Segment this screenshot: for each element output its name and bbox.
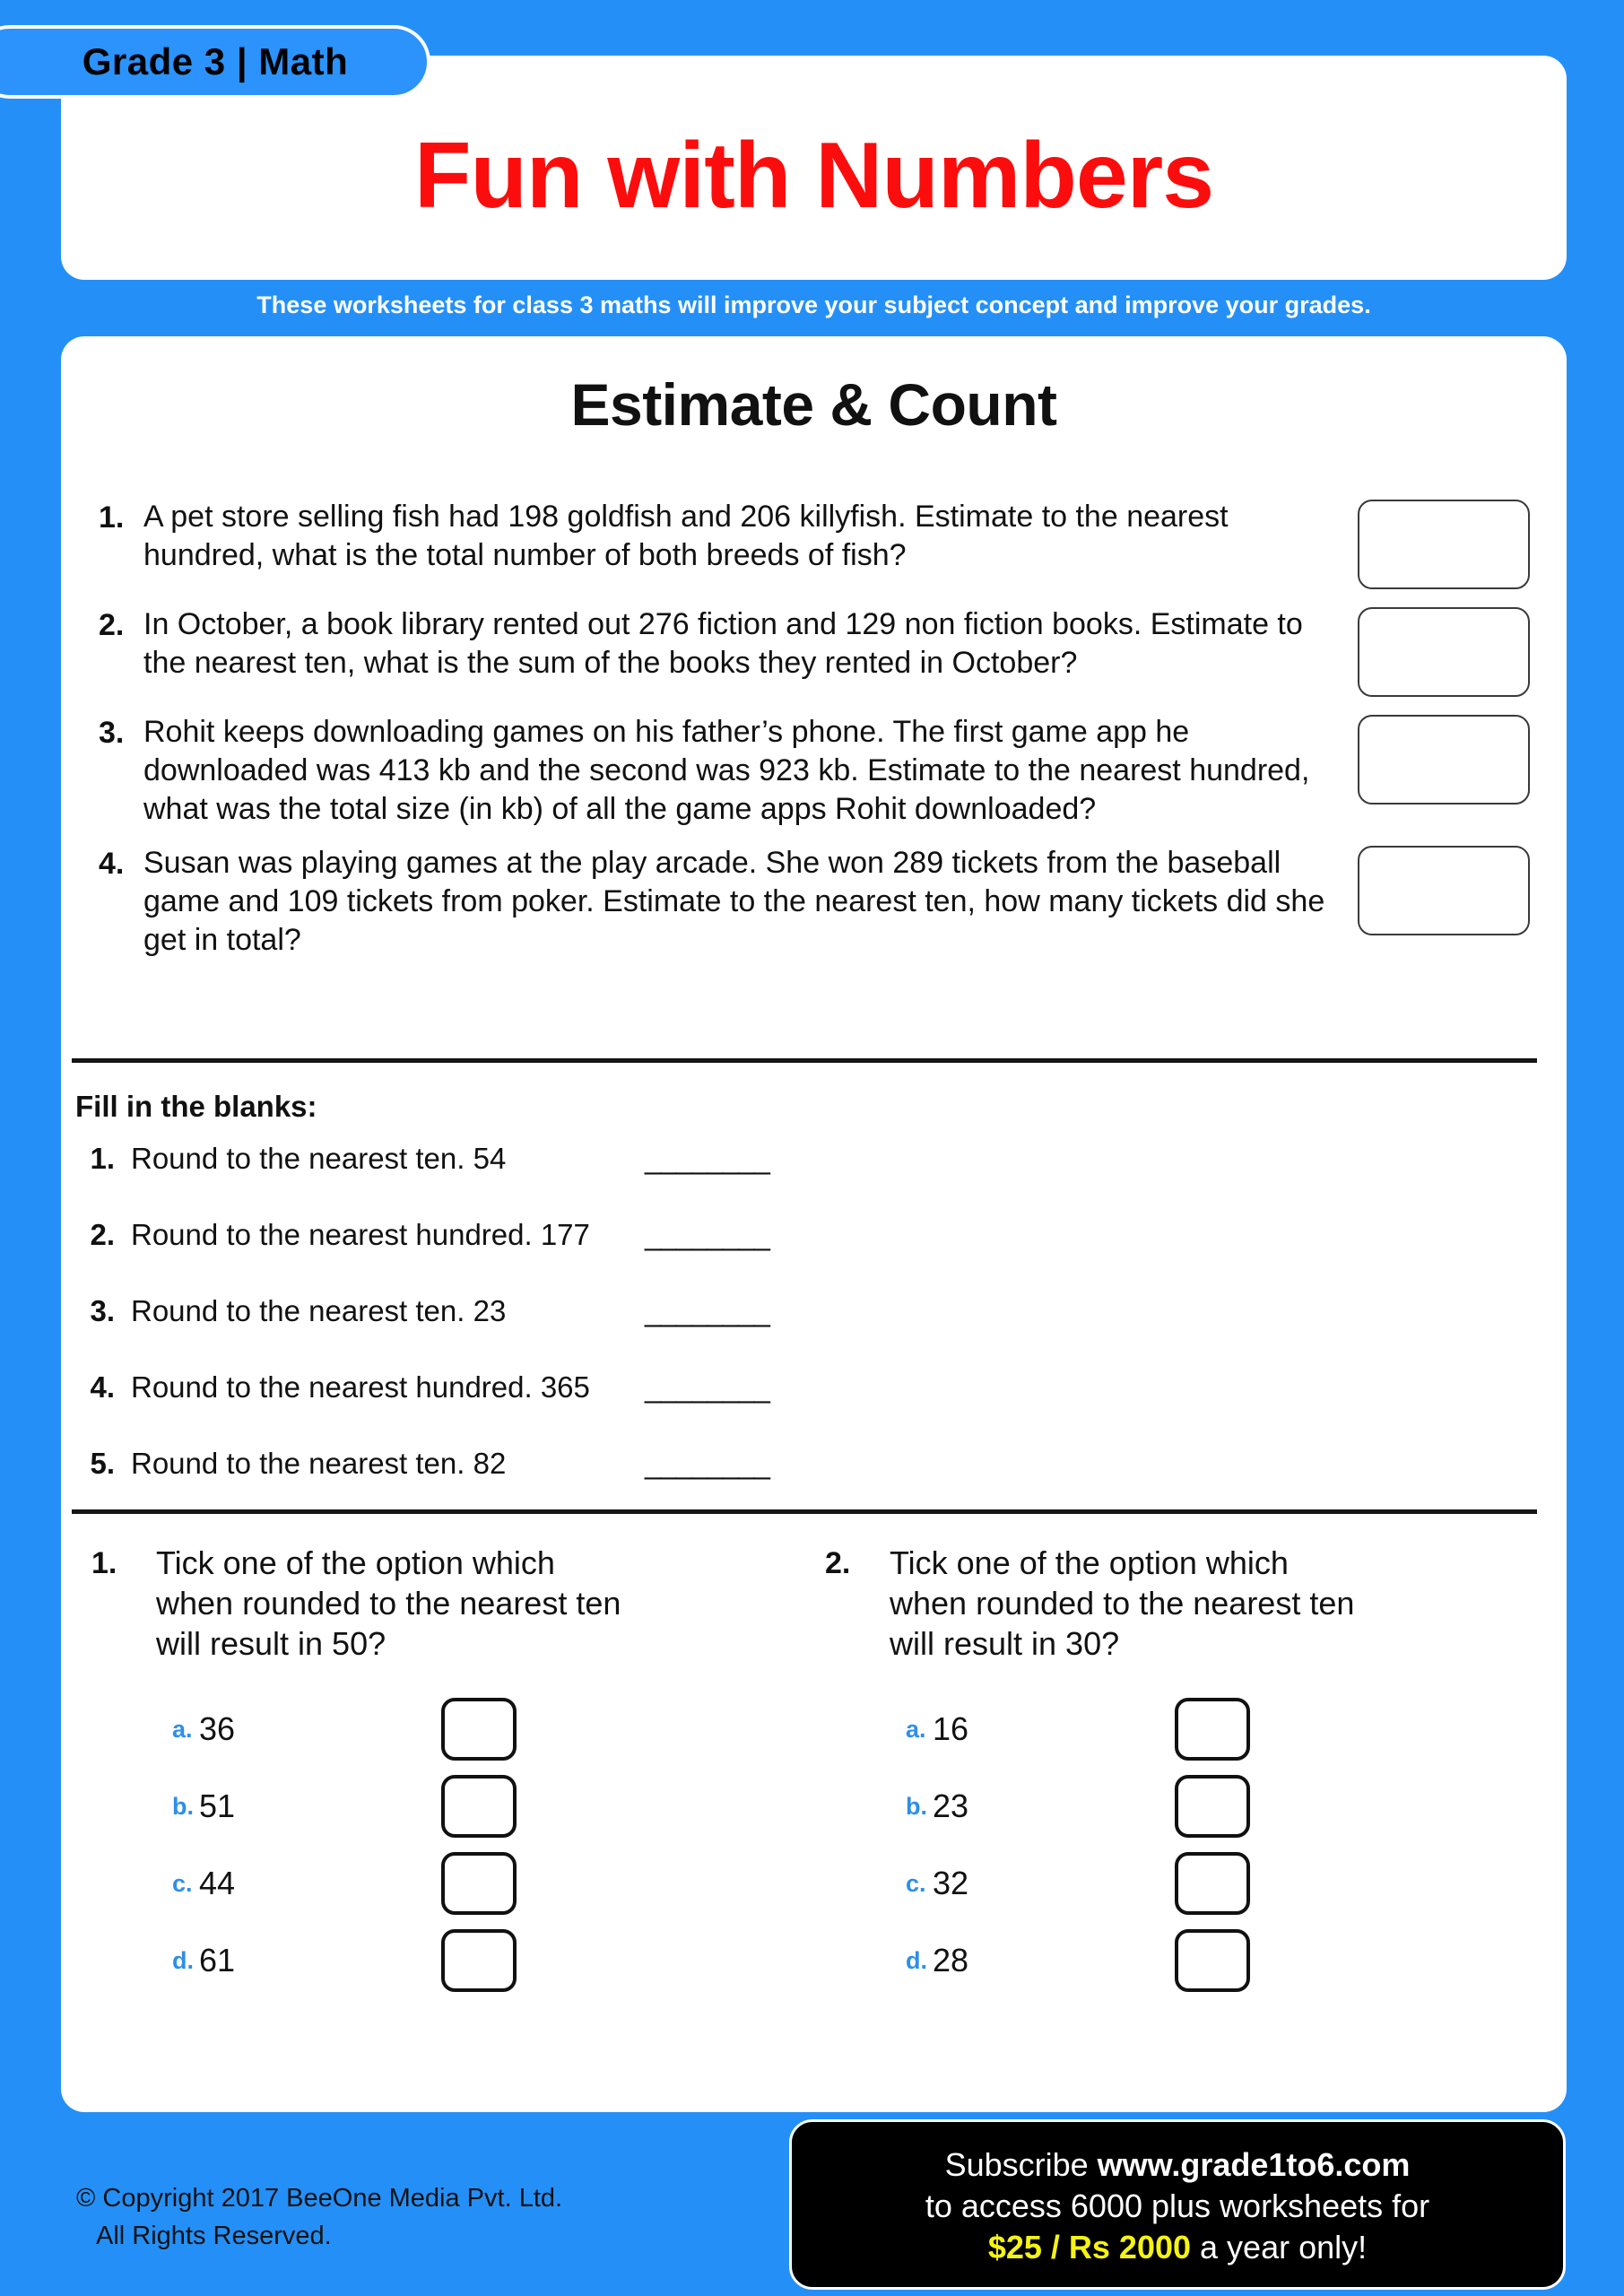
mcq-option-checkbox[interactable] bbox=[441, 1852, 517, 1915]
worksheet-sheet bbox=[61, 336, 1567, 2112]
word-problem-row bbox=[79, 605, 1550, 697]
mcq-option-value: 51 bbox=[199, 1787, 236, 1824]
mcq-option-value: 23 bbox=[933, 1787, 969, 1824]
multiple-choice-section bbox=[74, 1543, 1541, 1999]
subscribe-url[interactable]: www.grade1to6.com bbox=[1097, 2145, 1411, 2183]
mcq-option-value: 36 bbox=[199, 1710, 236, 1747]
subscribe-line-2: to access 6000 plus worksheets for bbox=[925, 2187, 1430, 2224]
mcq-option-value: 61 bbox=[199, 1942, 236, 1979]
mcq-number: 2. bbox=[825, 1546, 851, 1580]
mcq-option[interactable] bbox=[156, 1768, 807, 1845]
mcq-option[interactable] bbox=[156, 1845, 807, 1922]
mcq-number: 1. bbox=[91, 1546, 117, 1580]
word-problems-list bbox=[79, 498, 1550, 976]
word-problem-text: In October, a book library rented out 276 fiction and 129 non fiction books. Estimate to the nearest ten, what is the sum of the books they rented in October? bbox=[143, 607, 1303, 680]
copyright-notice bbox=[76, 2179, 562, 2255]
subscribe-line-3 bbox=[988, 2227, 1367, 2268]
mcq-option-letter: c. bbox=[172, 1869, 193, 1897]
section-divider bbox=[72, 1058, 1537, 1063]
mcq-option-letter: d. bbox=[172, 1946, 194, 1974]
fill-in-blank-text: Round to the nearest ten. 23 bbox=[131, 1294, 507, 1327]
fill-in-blank-row bbox=[75, 1294, 1510, 1370]
mcq-prompt: Tick one of the option which when rounded to the nearest ten will result in 30? bbox=[890, 1544, 1355, 1662]
fill-in-blank-answer[interactable]: ________ bbox=[645, 1370, 769, 1404]
copyright-line-1: © Copyright 2017 BeeOne Media Pvt. Ltd. bbox=[76, 2184, 563, 2213]
fill-in-blank-number: 2. bbox=[90, 1218, 115, 1251]
subtitle-band bbox=[61, 280, 1567, 330]
word-problem-row bbox=[79, 713, 1550, 828]
word-problem-answer-box[interactable] bbox=[1358, 846, 1530, 935]
mcq-options-list bbox=[890, 1691, 1541, 1999]
subtitle-text: These worksheets for class 3 maths will improve your subject concept and improve your grades. bbox=[256, 291, 1371, 318]
word-problem-text: Rohit keeps downloading games on his father’s phone. The first game app he downloaded was 413 kb and the second was 923 kb. Estimate to the nearest hundred, what was the total size (in kb) of all the game apps Rohit downloaded? bbox=[143, 715, 1310, 826]
section-divider bbox=[72, 1509, 1537, 1514]
section-title: Estimate & Count bbox=[570, 371, 1057, 438]
fill-in-blank-answer[interactable]: ________ bbox=[645, 1218, 769, 1251]
fill-in-blank-answer[interactable]: ________ bbox=[645, 1447, 769, 1480]
mcq-option-letter: a. bbox=[172, 1715, 193, 1743]
mcq-option[interactable] bbox=[890, 1845, 1541, 1922]
mcq-option[interactable] bbox=[156, 1922, 807, 1999]
mcq-option-checkbox[interactable] bbox=[1175, 1775, 1250, 1838]
mcq-prompt: Tick one of the option which when rounded to the nearest ten will result in 50? bbox=[156, 1544, 621, 1662]
word-problem-number: 4. bbox=[99, 847, 125, 882]
copyright-line-2: All Rights Reserved. bbox=[96, 2222, 332, 2251]
word-problem-number: 1. bbox=[99, 500, 125, 535]
mcq-option-letter: c. bbox=[906, 1869, 926, 1897]
mcq-option-checkbox[interactable] bbox=[441, 1698, 517, 1761]
mcq-option-checkbox[interactable] bbox=[1175, 1698, 1250, 1761]
mcq-option-checkbox[interactable] bbox=[441, 1775, 517, 1838]
fill-in-blank-answer[interactable]: ________ bbox=[645, 1294, 769, 1327]
grade-subject-label: Grade 3 | Math bbox=[82, 40, 349, 83]
mcq-option-checkbox[interactable] bbox=[1175, 1929, 1250, 1992]
fill-in-blanks-heading: Fill in the blanks: bbox=[75, 1090, 317, 1123]
word-problem-answer-box[interactable] bbox=[1358, 607, 1530, 697]
subscribe-price-suffix: a year only! bbox=[1191, 2229, 1368, 2266]
word-problem-number: 2. bbox=[99, 608, 125, 642]
mcq-option-letter: a. bbox=[906, 1715, 926, 1743]
mcq-option[interactable] bbox=[890, 1768, 1541, 1845]
fill-in-blank-text: Round to the nearest ten. 54 bbox=[131, 1142, 507, 1175]
mcq-option-letter: b. bbox=[172, 1792, 194, 1820]
grade-subject-tab bbox=[0, 25, 430, 99]
word-problem-answer-box[interactable] bbox=[1358, 715, 1530, 804]
mcq-option-checkbox[interactable] bbox=[441, 1929, 517, 1992]
fill-in-blank-answer[interactable]: ________ bbox=[645, 1142, 769, 1175]
fill-in-blank-number: 3. bbox=[90, 1294, 115, 1327]
fill-in-blank-number: 1. bbox=[90, 1142, 115, 1175]
mcq-option-letter: b. bbox=[906, 1792, 927, 1820]
mcq-option-checkbox[interactable] bbox=[1175, 1852, 1250, 1915]
mcq-option[interactable] bbox=[156, 1691, 807, 1768]
fill-in-blank-text: Round to the nearest ten. 82 bbox=[131, 1447, 507, 1480]
mcq-options-list bbox=[156, 1691, 807, 1999]
subscribe-banner[interactable] bbox=[789, 2119, 1566, 2290]
multiple-choice-question bbox=[74, 1543, 807, 1999]
multiple-choice-question bbox=[807, 1543, 1541, 1999]
page-title: Fun with Numbers bbox=[413, 124, 1214, 228]
fill-in-blank-row bbox=[75, 1370, 1510, 1447]
word-problem-row bbox=[79, 498, 1550, 589]
word-problem-text: Susan was playing games at the play arcade. She won 289 tickets from the baseball game and 109 tickets from poker. Estimate to the nearest ten, how many tickets did she get in total? bbox=[143, 846, 1325, 958]
word-problem-text: A pet store selling fish had 198 goldfish and 206 killyfish. Estimate to the nearest hundred, what is the total number of both breeds of fish? bbox=[143, 500, 1229, 572]
fill-in-blanks-list bbox=[75, 1142, 1510, 1523]
mcq-option-letter: d. bbox=[906, 1946, 927, 1974]
fill-in-blank-number: 4. bbox=[90, 1370, 115, 1404]
mcq-option[interactable] bbox=[890, 1691, 1541, 1768]
fill-in-blank-row bbox=[75, 1142, 1510, 1218]
word-problem-number: 3. bbox=[99, 716, 125, 750]
word-problem-row bbox=[79, 844, 1550, 959]
mcq-option-value: 32 bbox=[933, 1865, 969, 1901]
word-problem-answer-box[interactable] bbox=[1358, 500, 1530, 589]
fill-in-blank-row bbox=[75, 1218, 1510, 1294]
fill-in-blank-text: Round to the nearest hundred. 177 bbox=[131, 1218, 590, 1251]
mcq-option[interactable] bbox=[890, 1922, 1541, 1999]
fill-in-blank-number: 5. bbox=[90, 1447, 115, 1480]
mcq-option-value: 28 bbox=[933, 1942, 969, 1979]
mcq-option-value: 44 bbox=[199, 1865, 236, 1901]
subscribe-price: $25 / Rs 2000 bbox=[987, 2229, 1192, 2266]
subscribe-line-1 bbox=[945, 2144, 1411, 2186]
subscribe-prefix: Subscribe bbox=[944, 2145, 1098, 2183]
mcq-option-value: 16 bbox=[933, 1710, 969, 1747]
fill-in-blank-text: Round to the nearest hundred. 365 bbox=[131, 1370, 590, 1404]
